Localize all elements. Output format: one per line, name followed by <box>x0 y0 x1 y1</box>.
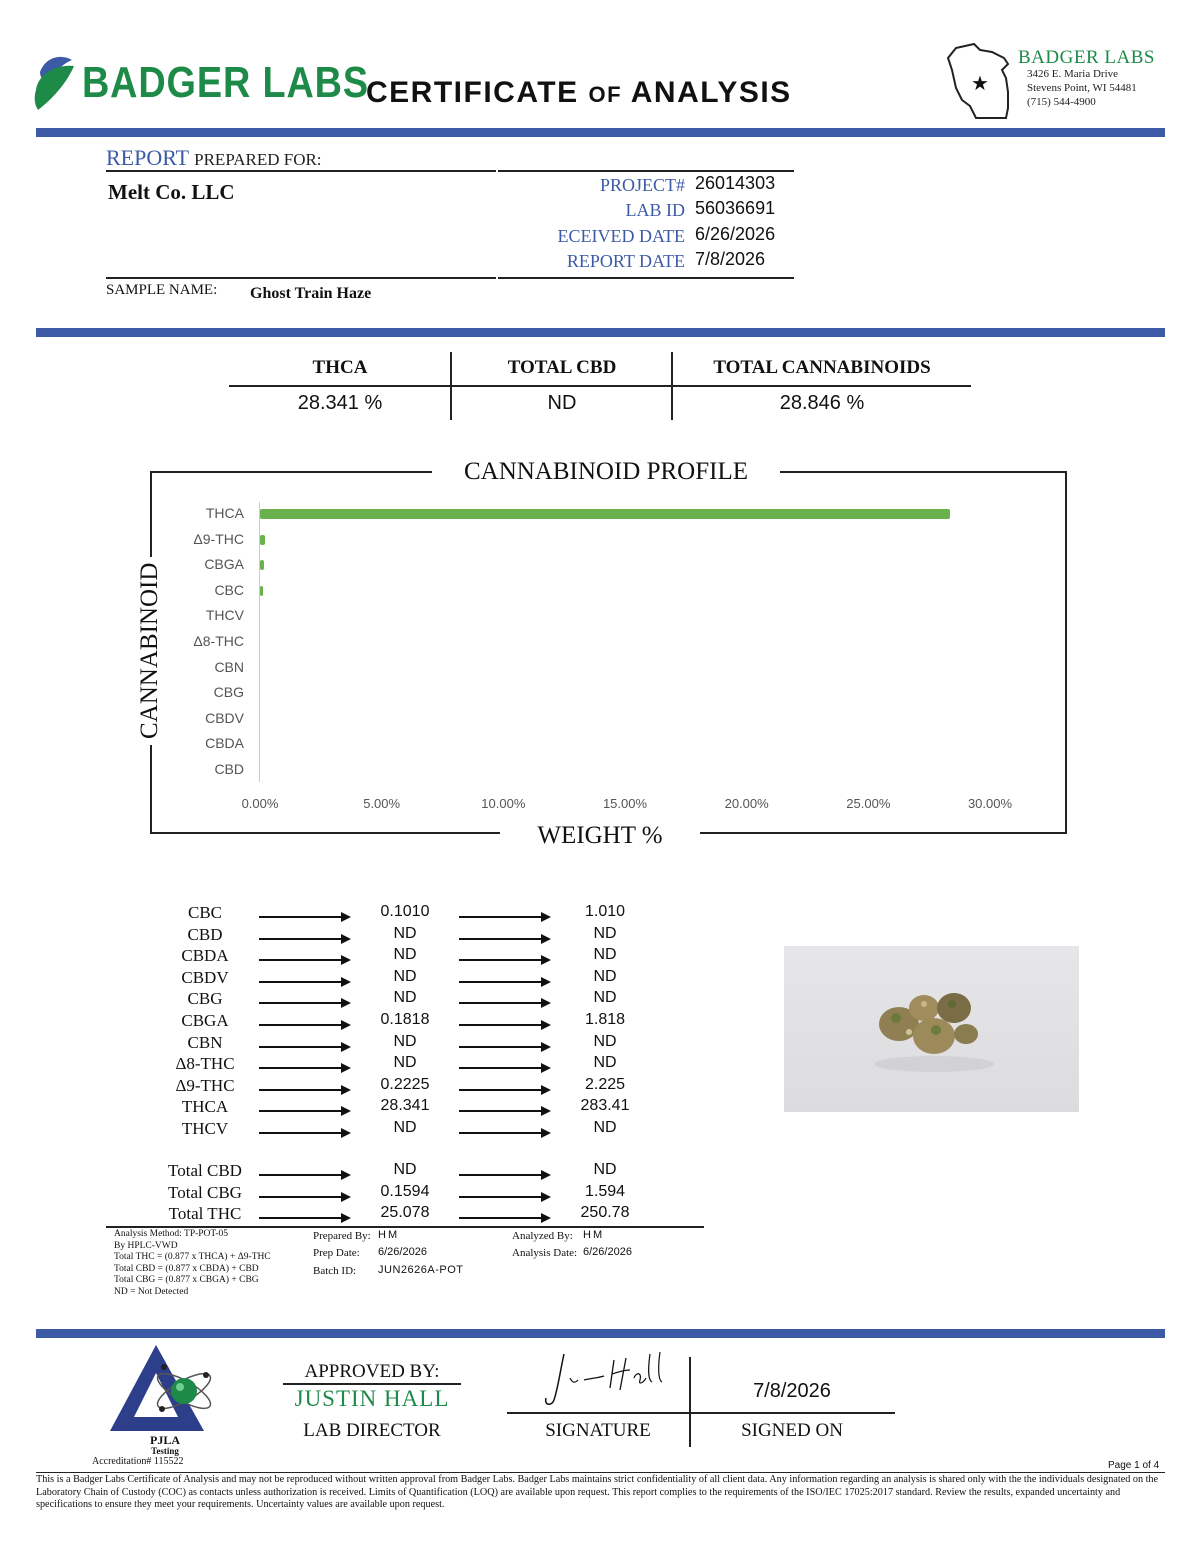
signed-on-label: SIGNED ON <box>741 1420 843 1441</box>
weight-value: ND <box>393 1119 417 1136</box>
weight-value: ND <box>393 924 417 942</box>
method-notes: Analysis Method: TP-POT-05 By HPLC-VWD Total THC = (0.877 x THCA) + Δ9-THC Total CBD = (0.877 x CBDA) + CBD Total CBG = (0.877 x CBGA) + CBG ND = Not Detected <box>114 1229 271 1297</box>
pjla-label: PJLA <box>150 1433 180 1447</box>
report-date: 7/8/2026 <box>695 249 766 269</box>
cannabinoid-name: CBGA <box>181 1011 229 1030</box>
summary-total-label: TOTAL CANNABINOIDS <box>713 357 931 378</box>
mgg-value: ND <box>593 1032 617 1050</box>
arrow-icon <box>259 938 349 940</box>
arrow-icon <box>259 1002 349 1004</box>
weight-value: 0.1010 <box>380 903 430 920</box>
arrow-icon <box>459 1046 549 1048</box>
signature-label: SIGNATURE <box>545 1420 651 1441</box>
table-header-weight: WEIGHT % <box>361 881 448 897</box>
divider <box>689 1357 691 1447</box>
chart-x-tick-label: 25.00% <box>846 796 891 811</box>
mgg-value: ND <box>593 946 617 964</box>
arrow-icon <box>459 1024 549 1026</box>
arrow-icon <box>459 1067 549 1069</box>
cannabinoid-name: THCV <box>181 1119 229 1138</box>
page-number: Page 1 of 4 <box>1108 1460 1160 1471</box>
analysis-date: 6/26/2026 <box>583 1246 632 1258</box>
batch-id-label: Batch ID: <box>313 1265 357 1277</box>
arrow-icon <box>259 1110 349 1112</box>
chart-category-label: CBGA <box>204 556 244 573</box>
chart-category-label: CBN <box>214 658 244 675</box>
chart-bar <box>260 509 950 519</box>
chart-x-tick-label: 0.00% <box>241 796 279 811</box>
report-date-label: REPORT DATE <box>566 251 685 271</box>
client-name: Melt Co. LLC <box>108 180 235 204</box>
cannabinoid-name: Total CBD <box>168 1161 242 1180</box>
weight-value: ND <box>393 1054 417 1072</box>
cannabinoid-name: THCA <box>181 1097 229 1117</box>
director-name: JUSTIN HALL <box>294 1386 450 1411</box>
arrow-icon <box>259 1046 349 1048</box>
svg-text:★: ★ <box>971 71 989 95</box>
arrow-icon <box>259 1196 349 1198</box>
arrow-icon <box>459 959 549 961</box>
lab-name: BADGER LABS <box>1018 47 1155 68</box>
sample-photo <box>784 946 1079 1112</box>
chart-bar <box>260 586 263 596</box>
chart-category-label: CBD <box>214 761 244 777</box>
sample-name: Ghost Train Haze <box>250 285 372 302</box>
arrow-icon <box>459 1174 549 1176</box>
summary-cbd-value: ND <box>547 392 577 414</box>
table-bottom-divider <box>106 1226 704 1228</box>
mgg-value: ND <box>593 989 617 1007</box>
arrow-icon <box>259 916 349 918</box>
divider <box>229 385 971 387</box>
chart-category-label: Δ8-THC <box>193 633 244 649</box>
received-date: 6/26/2026 <box>695 224 776 244</box>
arrow-icon <box>259 959 349 961</box>
disclaimer-divider <box>36 1472 1165 1473</box>
project-label: PROJECT# <box>599 175 685 195</box>
cannabinoid-name: Total CBG <box>168 1182 242 1202</box>
arrow-icon <box>459 938 549 940</box>
company-logo-text: BADGER LABS <box>82 58 369 107</box>
chart-category-label: CBG <box>213 684 244 701</box>
lab-id: 56036691 <box>695 198 776 218</box>
prep-date-label: Prep Date: <box>313 1247 360 1259</box>
cannabinoid-name: Δ8-THC <box>175 1054 235 1074</box>
chart-frame <box>150 471 1067 834</box>
document-title: CERTIFICATE OF ANALYSIS <box>366 76 792 109</box>
arrow-icon <box>459 1217 549 1219</box>
prepared-by-label: Prepared By: <box>313 1230 371 1242</box>
chart-category-label: CBDA <box>205 735 244 752</box>
divider <box>106 170 496 172</box>
lab-address-city: Stevens Point, WI 54481 <box>1027 82 1137 94</box>
summary-total-value: 28.846 % <box>779 392 865 414</box>
batch-id: JUN2626A-POT <box>378 1264 464 1276</box>
arrow-icon <box>459 1002 549 1004</box>
weight-value: 25.078 <box>380 1204 430 1222</box>
cannabinoid-name: Total THC <box>168 1204 242 1224</box>
chart-category-label: CBC <box>214 581 244 598</box>
mgg-value: ND <box>593 924 617 942</box>
disclaimer-text: This is a Badger Labs Certificate of Analysis and may not be reproduced without written approval from Badger Labs. Badger Labs maintains strict confidentiality of all client data. Any information regarding an analysis is shared only with the the individuals designated on the Laboratory Chain of Custody (COC) as contacts unless authorization is received. Limits of Quantification (LOQ) are available upon request. This report complies to the requirements of the ISO/IEC 17025:2017 standard. Review the results, expanded uncertainty and specifications to ensure they meet your requirements. Uncertainty values are available upon request. <box>36 1474 1159 1511</box>
leaf-logo-icon <box>32 52 78 112</box>
weight-value: 0.2225 <box>380 1075 430 1093</box>
mgg-value: ND <box>593 1161 617 1178</box>
weight-value: ND <box>393 1161 417 1178</box>
chart-bar <box>260 560 264 570</box>
analysis-date-label: Analysis Date: <box>512 1247 578 1259</box>
section-divider <box>36 328 1165 337</box>
mgg-value: ND <box>593 1119 617 1136</box>
mgg-value: ND <box>593 967 617 985</box>
weight-value: 28.341 <box>380 1097 430 1115</box>
arrow-icon <box>259 1067 349 1069</box>
chart-x-tick-label: 20.00% <box>724 796 769 811</box>
chart-x-tick-label: 15.00% <box>602 796 648 811</box>
cannabinoid-name: CBN <box>187 1032 223 1052</box>
sample-name-label: SAMPLE NAME: <box>106 282 218 298</box>
mgg-value: 283.41 <box>580 1097 630 1115</box>
lab-phone: (715) 544-4900 <box>1027 96 1096 108</box>
signature-image <box>540 1348 670 1410</box>
report-prepared-label: REPORT PREPARED FOR: <box>106 145 322 170</box>
chart-category-label: THCV <box>205 607 244 624</box>
weight-value: ND <box>393 989 417 1007</box>
signature-line <box>507 1412 895 1414</box>
arrow-icon <box>459 1110 549 1112</box>
chart-title: CANNABINOID PROFILE <box>432 458 780 486</box>
table-header-mgg: MG/G <box>582 881 626 897</box>
pjla-sublabel: Testing <box>151 1446 179 1456</box>
mgg-value: 2.225 <box>584 1075 626 1093</box>
chart-category-label: THCA <box>205 505 244 521</box>
arrow-icon <box>459 1089 549 1091</box>
divider <box>283 1383 461 1385</box>
director-title: LAB DIRECTOR <box>303 1420 441 1441</box>
approved-by-label: APPROVED BY: <box>304 1361 440 1382</box>
arrow-icon <box>459 1132 549 1134</box>
analyzed-by: HM <box>583 1229 605 1241</box>
mgg-value: ND <box>593 1054 617 1072</box>
divider <box>498 277 794 279</box>
arrow-icon <box>259 1089 349 1091</box>
table-header-cannabinoid: CANNABINOID <box>148 881 263 897</box>
arrow-icon <box>459 981 549 983</box>
arrow-icon <box>259 1132 349 1134</box>
lab-address-street: 3426 E. Maria Drive <box>1027 68 1119 80</box>
chart-x-axis-title: WEIGHT % <box>500 822 700 850</box>
cannabinoid-name: CBC <box>187 903 223 922</box>
arrow-icon <box>459 916 549 918</box>
mgg-value: 1.818 <box>584 1011 626 1028</box>
mgg-value: 1.010 <box>584 903 626 920</box>
lab-id-label: LAB ID <box>625 200 685 220</box>
analyzed-by-label: Analyzed By: <box>512 1230 573 1242</box>
divider <box>498 170 794 172</box>
arrow-icon <box>259 981 349 983</box>
weight-value: 0.1594 <box>380 1182 430 1200</box>
chart-y-axis-title: CANNABINOID <box>136 557 164 745</box>
arrow-icon <box>459 1196 549 1198</box>
weight-value: 0.1818 <box>380 1011 430 1028</box>
arrow-icon <box>259 1024 349 1026</box>
prepared-by: HM <box>378 1229 400 1241</box>
cannabinoid-name: CBDA <box>181 946 229 966</box>
cannabinoid-name: CBG <box>187 989 223 1009</box>
mgg-value: 1.594 <box>584 1182 626 1200</box>
signed-date: 7/8/2026 <box>753 1380 831 1402</box>
arrow-icon <box>259 1174 349 1176</box>
mgg-value: 250.78 <box>580 1204 630 1222</box>
chart-bar <box>260 535 265 545</box>
prep-date: 6/26/2026 <box>378 1246 427 1258</box>
arrow-icon <box>259 1217 349 1219</box>
weight-value: ND <box>393 946 417 964</box>
footer-divider <box>36 1329 1165 1338</box>
chart-x-tick-label: 10.00% <box>481 796 526 811</box>
summary-thca-label: THCA <box>312 357 368 378</box>
received-date-label: ECEIVED DATE <box>557 226 685 246</box>
wisconsin-map-icon <box>946 40 1020 122</box>
chart-category-label: CBDV <box>205 709 244 726</box>
cannabinoid-name: CBDV <box>181 967 229 987</box>
summary-cbd-label: TOTAL CBD <box>507 357 617 378</box>
divider <box>106 277 496 279</box>
chart-x-tick-label: 30.00% <box>967 796 1013 811</box>
chart-x-tick-label: 5.00% <box>363 796 401 811</box>
project-number: 26014303 <box>695 173 776 193</box>
chart-category-label: Δ9-THC <box>193 530 244 547</box>
pjla-logo-icon <box>108 1343 220 1435</box>
weight-value: ND <box>393 1032 417 1050</box>
cannabinoid-name: CBD <box>187 924 223 944</box>
accreditation-number: Accreditation# 115522 <box>92 1456 184 1467</box>
summary-thca-value: 28.341 % <box>297 392 383 414</box>
weight-value: ND <box>393 967 417 985</box>
cannabinoid-name: Δ9-THC <box>175 1075 235 1095</box>
header-divider <box>36 128 1165 137</box>
